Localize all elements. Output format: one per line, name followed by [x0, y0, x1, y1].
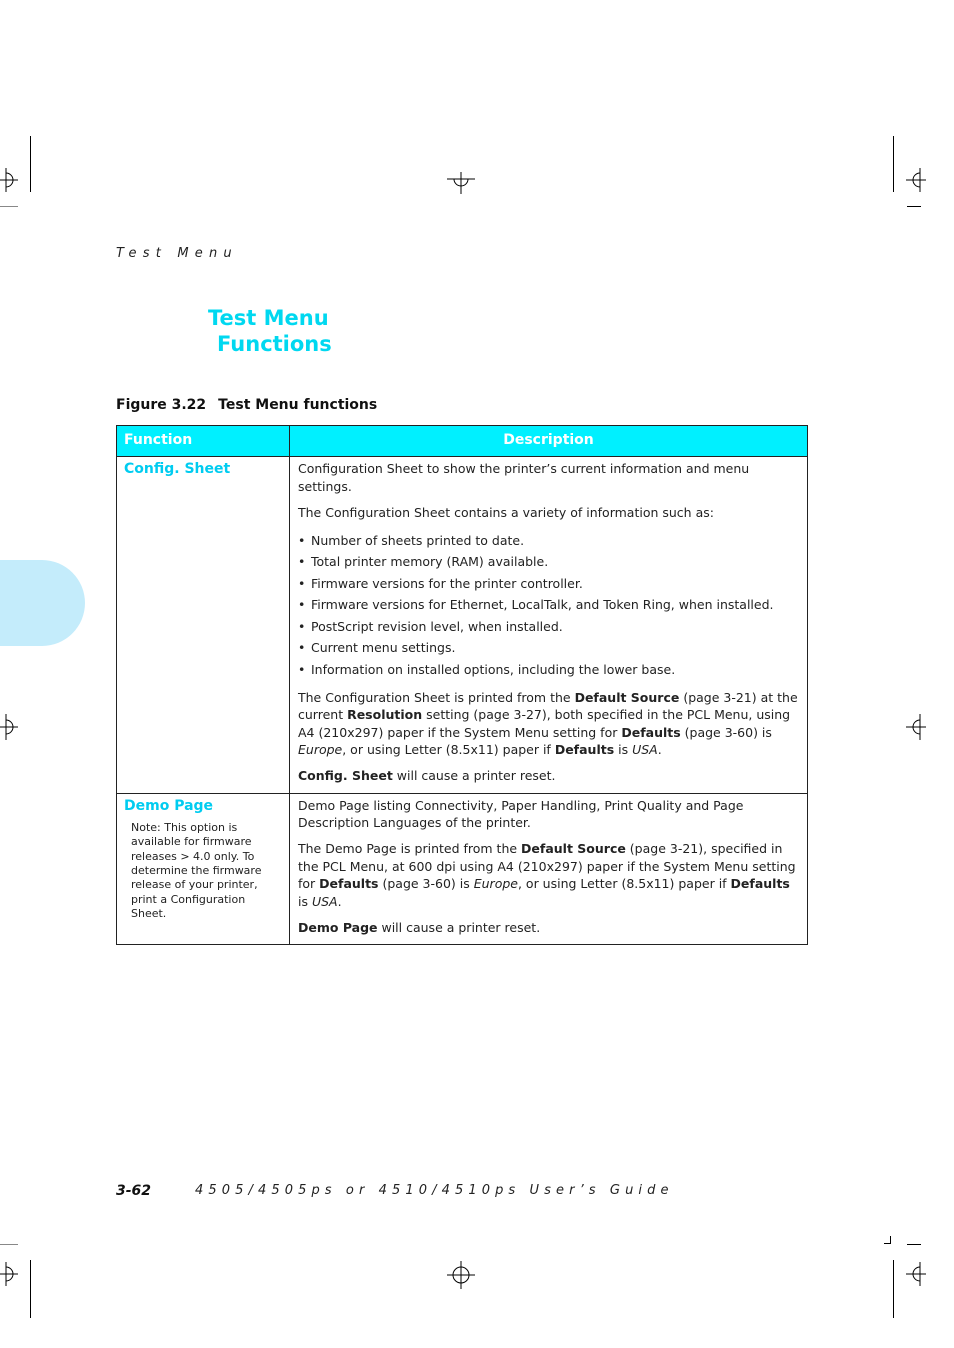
text-run: (page 3-21), specified in the PCL Menu, at 600 dpi using A4 (210x297) paper if the System Menu setting for [298, 841, 796, 892]
text-run: setting (page 3-27), both specified in the PCL Menu, using A4 (210x297) paper if the System Menu setting for [298, 707, 791, 740]
crop-mark [893, 136, 894, 192]
list-item: • Current menu settings. [298, 637, 799, 659]
page-number: 3-62 [116, 1183, 152, 1199]
text-run: , or using Letter (8.5x11) paper if [517, 876, 731, 892]
registration-mark-icon [906, 168, 926, 192]
function-name: Demo Page [124, 797, 214, 814]
text-run: Defaults [319, 876, 379, 892]
column-header-description: Description [290, 426, 808, 457]
text-run: will cause a printer reset. [377, 919, 541, 935]
text-run: (page 3-60) is [680, 724, 772, 740]
crop-mark [30, 136, 31, 192]
functions-table [116, 425, 808, 945]
text-run: USA [311, 893, 338, 909]
text-run: is [614, 742, 633, 758]
registration-mark-icon [447, 1261, 475, 1289]
crop-mark [30, 1260, 31, 1318]
text-run: (page 3-21) at the current [298, 689, 798, 723]
text-run: Defaults [554, 742, 615, 758]
list-item: • Information on installed options, including the lower base. [298, 659, 799, 681]
table-row [117, 457, 808, 794]
text-run: The Demo Page is printed from the [298, 841, 522, 857]
figure-text: Test Menu functions [218, 397, 378, 413]
text-run: Europe [298, 742, 343, 758]
figure-caption [116, 397, 377, 413]
list-item: • PostScript revision level, when installed. [298, 616, 799, 638]
running-head: Test Menu [116, 246, 238, 261]
description-paragraph [298, 767, 799, 785]
registration-mark-icon [0, 168, 18, 192]
text-run: , or using Letter (8.5x11) paper if [342, 742, 555, 758]
text-run: (page 3-60) is [378, 876, 474, 892]
description-paragraph: The Configuration Sheet contains a variety of information such as: [298, 504, 714, 520]
text-run: . [657, 742, 662, 758]
table-header-row [117, 426, 808, 457]
text-run: will cause a printer reset. [392, 768, 556, 784]
registration-mark-icon [906, 714, 926, 740]
list-item: • Total printer memory (RAM) available. [298, 551, 799, 573]
section-title-line1: Test Menu [208, 306, 329, 330]
text-run: The Configuration Sheet is printed from the [298, 689, 575, 705]
list-item: • Firmware versions for Ethernet, LocalTalk, and Token Ring, when installed. [298, 594, 799, 616]
text-run: Defaults [621, 724, 681, 740]
description-paragraph [298, 689, 799, 759]
crop-mark [884, 1243, 891, 1244]
description-paragraph: Demo Page listing Connectivity, Paper Handling, Print Quality and Page Description Languages of the printer. [298, 797, 744, 831]
section-title [208, 305, 332, 357]
description-paragraph [298, 840, 799, 910]
text-run: Resolution [347, 707, 423, 723]
registration-mark-icon [0, 1262, 18, 1286]
crop-mark [907, 206, 921, 207]
crop-mark [907, 1244, 921, 1245]
info-list [298, 530, 799, 681]
column-header-function: Function [117, 426, 290, 457]
registration-mark-icon [447, 172, 475, 194]
description-cell [290, 793, 808, 945]
registration-mark-icon [906, 1262, 926, 1286]
guide-title: 4505/4505ps or 4510/4510ps User’s Guide [195, 1183, 674, 1198]
function-note: Note: This option is available for firmware releases > 4.0 only. To determine the firmware release of your printer, print a Configuration Sheet. [131, 821, 262, 920]
text-run: Config. Sheet [298, 768, 393, 784]
figure-number: Figure 3.22 [116, 397, 207, 413]
chapter-tab [0, 560, 85, 646]
crop-mark [0, 1244, 18, 1245]
list-item: • Number of sheets printed to date. [298, 530, 799, 552]
description-paragraph [298, 919, 799, 937]
function-name: Config. Sheet [124, 461, 231, 477]
text-run: Default Source [521, 841, 626, 857]
section-title-line2: Functions [217, 332, 332, 356]
function-cell [117, 793, 290, 945]
description-paragraph: Configuration Sheet to show the printer’s current information and menu settings. [298, 461, 750, 494]
text-run: Default Source [574, 689, 680, 705]
crop-mark [893, 1260, 894, 1318]
text-run: is [298, 893, 312, 909]
crop-mark [0, 206, 18, 207]
text-run: USA [632, 742, 658, 758]
text-run: Demo Page [298, 919, 378, 935]
registration-mark-icon [0, 714, 18, 740]
description-cell [290, 457, 808, 794]
table-row [117, 793, 808, 945]
text-run: Europe [473, 876, 518, 892]
text-run: . [337, 893, 342, 909]
list-item: • Firmware versions for the printer controller. [298, 573, 799, 595]
function-cell [117, 457, 290, 794]
text-run: Defaults [730, 876, 790, 892]
